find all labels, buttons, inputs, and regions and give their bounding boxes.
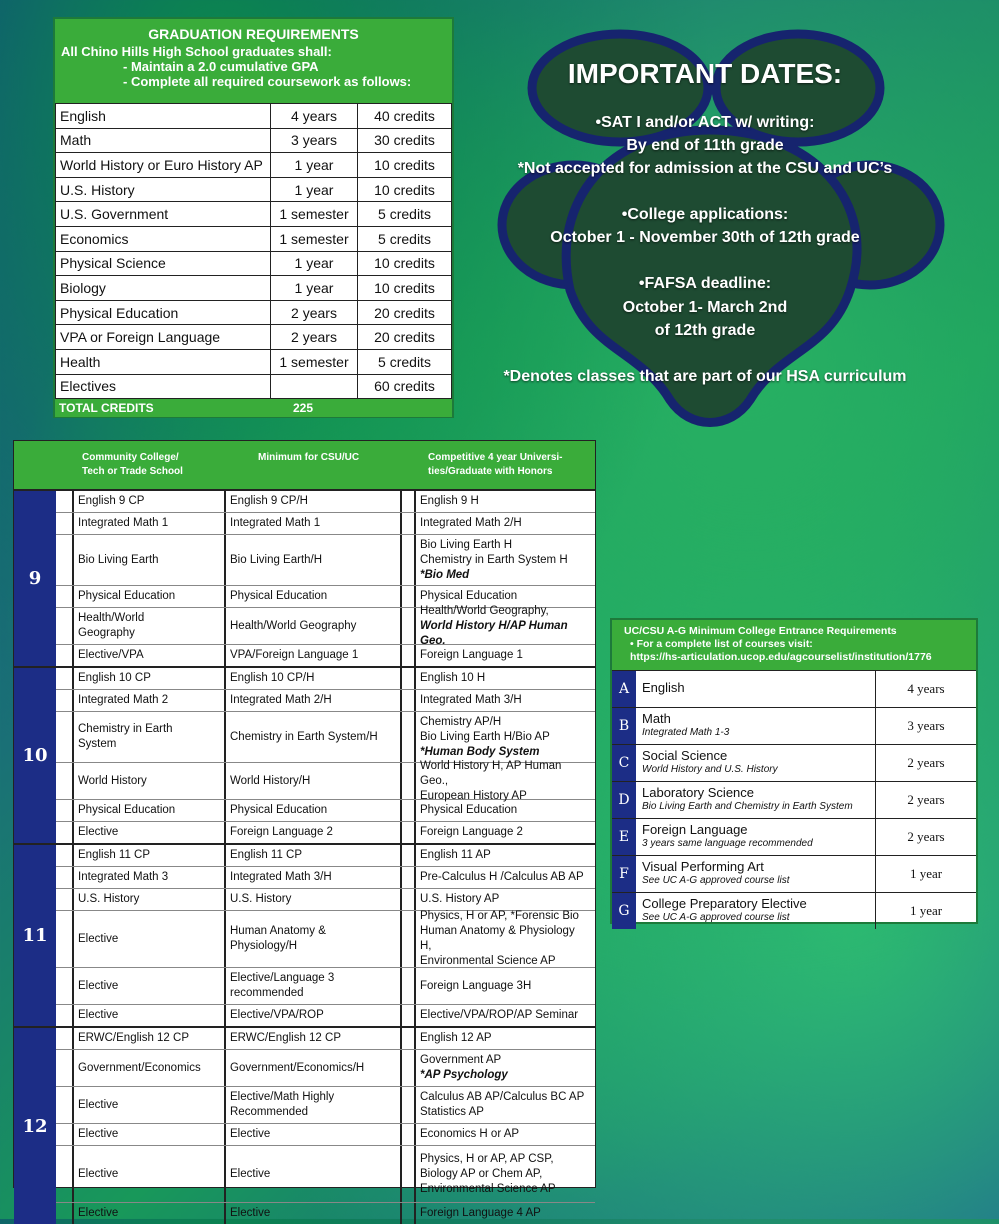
graduation-duration: 1 year: [271, 251, 358, 276]
graduation-credits: 20 credits: [358, 325, 452, 350]
graduation-subject: World History or Euro History AP: [56, 153, 271, 178]
csu-uc-course: English 9 CP/H: [224, 491, 402, 512]
graduation-subject: Electives: [56, 374, 271, 399]
graduation-duration: 1 year: [271, 276, 358, 301]
graduation-credits: 60 credits: [358, 374, 452, 399]
a-g-years: 4 years: [907, 681, 945, 696]
a-g-subject: [636, 893, 876, 929]
csu-uc-course: Elective/VPA/ROP: [224, 1005, 402, 1026]
a-g-years: 1 year: [909, 903, 943, 918]
graduation-subject: U.S. Government: [56, 202, 271, 227]
competitive-course: Foreign Language 3H: [414, 968, 592, 1004]
competitive-course: Elective/VPA/ROP/AP Seminar: [414, 1005, 592, 1026]
a-g-subject: [636, 819, 876, 855]
graduation-subject: U.S. History: [56, 177, 271, 202]
csu-uc-course: Elective: [224, 1124, 402, 1145]
community-college-course: Elective: [72, 911, 208, 967]
competitive-course: English 9 H: [414, 491, 592, 512]
community-college-course: Health/World Geography: [72, 608, 208, 644]
competitive-course: Foreign Language 4 AP: [414, 1203, 592, 1224]
community-college-course: Elective: [72, 1146, 208, 1202]
course-row: [56, 889, 595, 911]
competitive-course: [414, 1050, 592, 1086]
a-g-row: [612, 892, 976, 929]
csu-uc-course: Foreign Language 2: [224, 822, 402, 843]
fafsa-line-1: •FAFSA deadline:: [638, 275, 772, 292]
hsa-note: *Denotes classes that are part of our HSA curriculum: [503, 368, 907, 385]
course-row: [56, 1005, 595, 1026]
competitive-course: Physics, H or AP, AP CSP, Biology AP or Chem AP, Environmental Science AP: [414, 1146, 592, 1202]
competitive-course: Calculus AB AP/Calculus BC AP Statistics AP: [414, 1087, 592, 1123]
total-credits-value: 225: [293, 401, 314, 416]
course-row: [56, 604, 595, 647]
graduation-duration: 2 years: [271, 325, 358, 350]
a-g-subject-note: World History and U.S. History: [642, 764, 778, 775]
sat-line-1: •SAT I and/or ACT w/ writing:: [595, 114, 815, 131]
course-row: [56, 1028, 595, 1050]
community-college-course: Elective: [72, 968, 208, 1004]
community-college-course: Elective: [72, 1087, 208, 1123]
a-g-subject-note: Integrated Math 1-3: [642, 727, 730, 738]
a-g-url: https://hs-articulation.ucop.edu/agcourselist/institution/1776: [630, 651, 932, 663]
graduation-duration: 1 semester: [271, 202, 358, 227]
a-g-subject-name: Visual Performing Art: [642, 859, 764, 874]
community-college-course: Government/Economics: [72, 1050, 208, 1086]
course-row: [56, 911, 595, 968]
competitive-course: [414, 712, 592, 762]
fafsa-line-3: of 12th grade: [654, 322, 756, 339]
graduation-row: [56, 226, 452, 251]
csu-uc-course: Physical Education: [224, 586, 402, 607]
community-college-course: Bio Living Earth: [72, 535, 208, 585]
college-applications-line-1: •College applications:: [621, 206, 789, 223]
grade-11-block: [14, 843, 595, 1026]
fafsa-line-2: October 1- March 2nd: [622, 299, 788, 316]
competitive-course: Physical Education: [414, 586, 592, 607]
graduation-credits: 5 credits: [358, 226, 452, 251]
course-row: [56, 513, 595, 535]
community-college-course: Integrated Math 2: [72, 690, 208, 711]
graduation-requirements-panel: [53, 17, 454, 418]
sat-line-2: By end of 11th grade: [626, 137, 784, 154]
course-row: [56, 1146, 595, 1203]
graduation-credits: 10 credits: [358, 153, 452, 178]
a-g-letter: A: [612, 671, 636, 707]
grade-label: 9: [14, 491, 56, 666]
a-g-letter: G: [612, 893, 636, 929]
graduation-row: [56, 202, 452, 227]
competitive-course: English 10 H: [414, 668, 592, 689]
course-row: [56, 690, 595, 712]
graduation-credits: 20 credits: [358, 300, 452, 325]
a-g-letter: E: [612, 819, 636, 855]
course-row: [56, 1203, 595, 1224]
community-college-course: Elective: [72, 822, 208, 843]
csu-uc-course: U.S. History: [224, 889, 402, 910]
course-row: [56, 491, 595, 513]
community-college-course: Integrated Math 3: [72, 867, 208, 888]
competitive-course: Pre-Calculus H /Calculus AB AP: [414, 867, 592, 888]
competitive-course: [414, 604, 592, 647]
grade-9-block: [14, 489, 595, 666]
a-g-subject-name: Math: [642, 711, 671, 726]
a-g-subject-note: 3 years same language recommended: [642, 838, 813, 849]
a-g-subject-note: See UC A-G approved course list: [642, 875, 790, 886]
community-college-course: World History: [72, 763, 208, 799]
a-g-row: [612, 744, 976, 781]
community-college-course: Elective: [72, 1005, 208, 1026]
community-college-course: Elective/VPA: [72, 645, 208, 666]
a-g-requirements-panel: [610, 618, 978, 924]
graduation-intro: All Chino Hills High School graduates shall:: [61, 44, 332, 59]
csu-uc-course: Human Anatomy & Physiology/H: [224, 911, 402, 967]
a-g-years: 2 years: [907, 829, 945, 844]
course-row: [56, 668, 595, 690]
competitive-course: Physical Education: [414, 800, 592, 821]
a-g-row: [612, 855, 976, 892]
a-g-subject: [636, 671, 876, 707]
community-college-course: Physical Education: [72, 586, 208, 607]
graduation-credits: 30 credits: [358, 128, 452, 153]
a-g-subject-name: College Preparatory Elective: [642, 896, 807, 911]
course-row: [56, 1124, 595, 1146]
graduation-row: [56, 276, 452, 301]
graduation-subject: VPA or Foreign Language: [56, 325, 271, 350]
course-row: [56, 822, 595, 843]
graduation-row: [56, 177, 452, 202]
course-plan-header: [14, 441, 595, 489]
a-g-subject-name: Foreign Language: [642, 822, 748, 837]
a-g-years: 2 years: [907, 792, 945, 807]
community-college-course: English 11 CP: [72, 845, 208, 866]
csu-uc-course: English 10 CP/H: [224, 668, 402, 689]
grade-10-block: [14, 666, 595, 843]
a-g-subject-note: See UC A-G approved course list: [642, 912, 790, 923]
a-g-subject-name: English: [642, 680, 685, 695]
graduation-subject: English: [56, 104, 271, 129]
community-college-course: Elective: [72, 1124, 208, 1145]
hsa-course-text: *AP Psychology: [420, 1069, 508, 1081]
a-g-subject: [636, 782, 876, 818]
a-g-subject: [636, 745, 876, 781]
csu-uc-course: Elective: [224, 1146, 402, 1202]
graduation-duration: 2 years: [271, 300, 358, 325]
grade-label: 10: [14, 668, 56, 843]
graduation-row: [56, 128, 452, 153]
a-g-years: 2 years: [907, 755, 945, 770]
a-g-header: [612, 620, 976, 670]
a-g-subject: [636, 708, 876, 744]
graduation-subject: Physical Education: [56, 300, 271, 325]
grade-label: 11: [14, 845, 56, 1026]
community-college-course: Elective: [72, 1203, 208, 1224]
competitive-course: Foreign Language 1: [414, 645, 592, 666]
graduation-row: [56, 374, 452, 399]
a-g-subject-name: Laboratory Science: [642, 785, 755, 800]
course-row: [56, 535, 595, 586]
community-college-course: Integrated Math 1: [72, 513, 208, 534]
course-text: Chemistry AP/H Bio Living Earth H/Bio AP: [420, 715, 550, 743]
course-row: [56, 845, 595, 867]
course-row: [56, 867, 595, 889]
graduation-credits: 5 credits: [358, 202, 452, 227]
graduation-credits: 40 credits: [358, 104, 452, 129]
course-row: [56, 1050, 595, 1087]
graduation-duration: 1 semester: [271, 226, 358, 251]
graduation-credits: 5 credits: [358, 349, 452, 374]
csu-uc-course: English 11 CP: [224, 845, 402, 866]
course-row: [56, 1087, 595, 1124]
a-g-years: 3 years: [907, 718, 945, 733]
sat-line-3: *Not accepted for admission at the CSU and UC’s: [517, 160, 893, 177]
a-g-letter: D: [612, 782, 636, 818]
a-g-row: [612, 707, 976, 744]
graduation-credits: 10 credits: [358, 276, 452, 301]
graduation-duration: 3 years: [271, 128, 358, 153]
course-text: Bio Living Earth H Chemistry in Earth System H: [420, 538, 568, 566]
course-row: [56, 800, 595, 822]
total-credits-row: [55, 399, 452, 417]
graduation-credits: 10 credits: [358, 177, 452, 202]
csu-uc-course: Health/World Geography: [224, 608, 402, 644]
competitive-course: Economics H or AP: [414, 1124, 592, 1145]
graduation-row: [56, 300, 452, 325]
total-credits-label: TOTAL CREDITS: [59, 401, 154, 416]
graduation-duration: [271, 374, 358, 399]
competitive-course: Integrated Math 2/H: [414, 513, 592, 534]
a-g-row: [612, 818, 976, 855]
hsa-course-text: *Bio Med: [420, 568, 470, 581]
a-g-row: [612, 781, 976, 818]
competitive-course: [414, 535, 592, 585]
course-text: Health/World Geography,: [420, 604, 549, 617]
graduation-subject: Biology: [56, 276, 271, 301]
competitive-course: U.S. History AP: [414, 889, 592, 910]
hsa-course-text: *Human Body System: [420, 745, 540, 758]
a-g-letter: B: [612, 708, 636, 744]
graduation-line-coursework: - Complete all required coursework as follows:: [123, 74, 412, 89]
graduation-line-gpa: - Maintain a 2.0 cumulative GPA: [123, 59, 319, 74]
a-g-visit-line: • For a complete list of courses visit:: [630, 638, 813, 650]
csu-uc-course: Elective/Language 3 recommended: [224, 968, 402, 1004]
a-g-years: 1 year: [909, 866, 943, 881]
graduation-title: GRADUATION REQUIREMENTS: [148, 26, 359, 42]
csu-uc-course: ERWC/English 12 CP: [224, 1028, 402, 1049]
community-college-course: Physical Education: [72, 800, 208, 821]
important-dates-title: IMPORTANT DATES:: [567, 58, 843, 89]
graduation-row: [56, 251, 452, 276]
graduation-subject: Health: [56, 349, 271, 374]
community-college-course: English 10 CP: [72, 668, 208, 689]
graduation-row: [56, 325, 452, 350]
graduation-duration: 4 years: [271, 104, 358, 129]
course-row: [56, 968, 595, 1005]
a-g-subject-name: Social Science: [642, 748, 728, 763]
community-college-course: ERWC/English 12 CP: [72, 1028, 208, 1049]
csu-uc-course: Government/Economics/H: [224, 1050, 402, 1086]
competitive-course: World History H, AP Human Geo., European History AP: [414, 763, 592, 799]
course-text: Government AP: [420, 1054, 502, 1066]
graduation-credits: 10 credits: [358, 251, 452, 276]
course-row: [56, 645, 595, 666]
csu-uc-course: Integrated Math 2/H: [224, 690, 402, 711]
graduation-row: [56, 104, 452, 129]
competitive-course: Foreign Language 2: [414, 822, 592, 843]
header-minimum-csu-uc: Minimum for CSU/UC: [258, 452, 360, 463]
a-g-subject: [636, 856, 876, 892]
csu-uc-course: Elective/Math Highly Recommended: [224, 1087, 402, 1123]
csu-uc-course: Physical Education: [224, 800, 402, 821]
course-row: [56, 759, 595, 802]
a-g-subject-note: Bio Living Earth and Chemistry in Earth System: [642, 801, 853, 812]
graduation-header: [55, 19, 452, 103]
course-row: [56, 712, 595, 763]
csu-uc-course: Elective: [224, 1203, 402, 1224]
csu-uc-course: VPA/Foreign Language 1: [224, 645, 402, 666]
a-g-row: [612, 670, 976, 707]
graduation-subject: Physical Science: [56, 251, 271, 276]
grade-label: 12: [14, 1028, 56, 1224]
graduation-subject: Math: [56, 128, 271, 153]
csu-uc-course: Integrated Math 1: [224, 513, 402, 534]
csu-uc-course: Integrated Math 3/H: [224, 867, 402, 888]
a-g-title: UC/CSU A-G Minimum College Entrance Requirements: [624, 625, 897, 637]
header-community-college: Community College/ Tech or Trade School: [82, 452, 183, 477]
graduation-duration: 1 year: [271, 177, 358, 202]
csu-uc-course: Bio Living Earth/H: [224, 535, 402, 585]
competitive-course: English 12 AP: [414, 1028, 592, 1049]
csu-uc-course: Chemistry in Earth System/H: [224, 712, 402, 762]
graduation-row: [56, 153, 452, 178]
a-g-letter: F: [612, 856, 636, 892]
graduation-table: [55, 103, 452, 399]
community-college-course: U.S. History: [72, 889, 208, 910]
csu-uc-course: World History/H: [224, 763, 402, 799]
graduation-subject: Economics: [56, 226, 271, 251]
course-plan-table: [13, 440, 596, 1219]
graduation-duration: 1 year: [271, 153, 358, 178]
competitive-course: Integrated Math 3/H: [414, 690, 592, 711]
graduation-duration: 1 semester: [271, 349, 358, 374]
graduation-row: [56, 349, 452, 374]
community-college-course: Chemistry in Earth System: [72, 712, 208, 762]
grade-12-block: [14, 1026, 595, 1224]
a-g-letter: C: [612, 745, 636, 781]
college-applications-line-2: October 1 - November 30th of 12th grade: [550, 229, 860, 246]
header-competitive-universities: Competitive 4 year Universi- ties/Graduate with Honors: [428, 452, 563, 477]
hsa-course-text: World History H/AP Human Geo.: [420, 619, 568, 647]
competitive-course: English 11 AP: [414, 845, 592, 866]
competitive-course: Physics, H or AP, *Forensic Bio Human Anatomy & Physiology H, Environmental Science AP: [414, 911, 592, 967]
community-college-course: English 9 CP: [72, 491, 208, 512]
